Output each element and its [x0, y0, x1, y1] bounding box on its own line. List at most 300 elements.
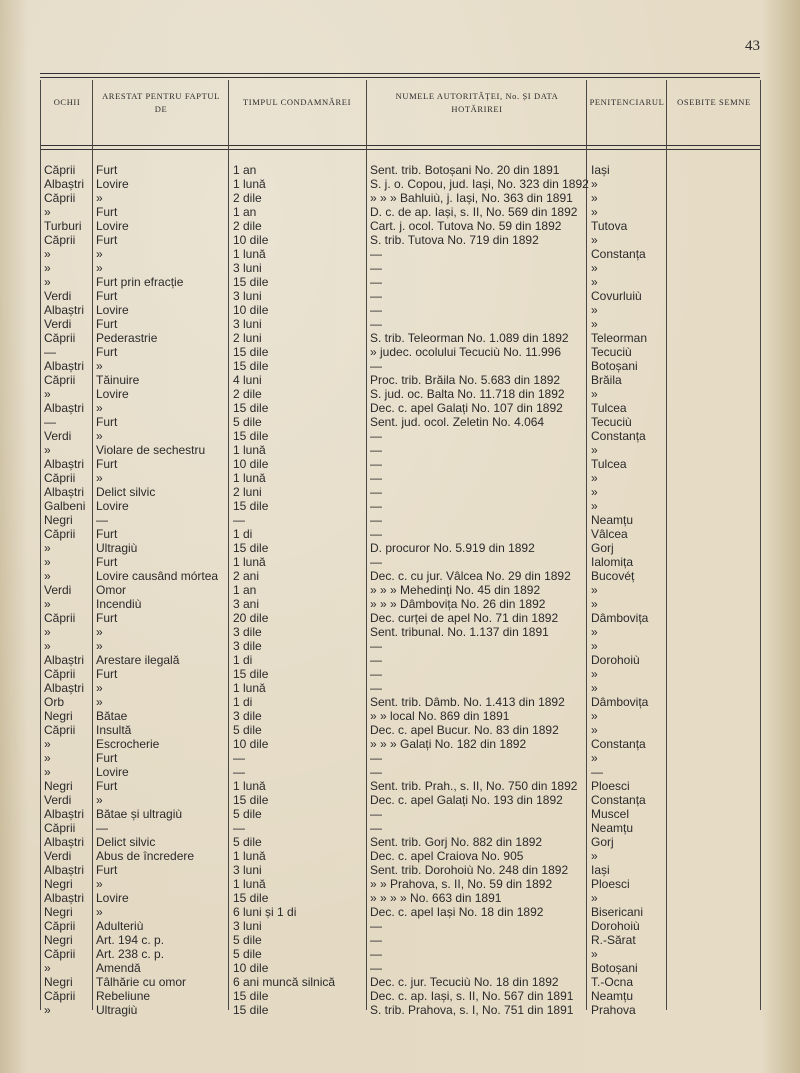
cell-ochii: Albaștri [44, 177, 85, 191]
cell-fapt: Furt [96, 555, 118, 569]
cell-hot: — [370, 485, 382, 499]
cell-hot: — [370, 961, 382, 975]
cell-fapt: Lovire [96, 303, 129, 317]
cell-pen: » [591, 317, 598, 331]
cell-pen: Constanța [591, 793, 646, 807]
cell-ochii: Căprii [44, 947, 76, 961]
cell-ochii: Negri [44, 877, 73, 891]
cell-fapt: — [96, 821, 108, 835]
cell-pen: Gorj [591, 835, 614, 849]
cell-ochii: Verdi [44, 317, 72, 331]
top-rule [40, 73, 760, 74]
cell-pen: » [591, 485, 598, 499]
cell-pen: » [591, 443, 598, 457]
cell-pen: R.-Sărat [591, 933, 636, 947]
cell-timp: 1 lună [233, 443, 266, 457]
cell-fapt: Escrocherie [96, 737, 160, 751]
cell-pen: Gorj [591, 541, 614, 555]
cell-fapt: » [96, 877, 103, 891]
header-rule-thin [40, 149, 760, 150]
cell-ochii: » [44, 961, 51, 975]
cell-pen: » [591, 233, 598, 247]
cell-pen: » [591, 275, 598, 289]
cell-fapt: Lovire [96, 219, 129, 233]
cell-ochii: — [44, 345, 56, 359]
cell-timp: 10 dile [233, 737, 269, 751]
cell-ochii: Căprii [44, 373, 76, 387]
cell-fapt: » [96, 681, 103, 695]
cell-hot: — [370, 667, 382, 681]
cell-ochii: Căprii [44, 471, 76, 485]
cell-fapt: Furt [96, 345, 118, 359]
cell-fapt: Adulteriù [96, 919, 144, 933]
cell-ochii: Albaștri [44, 681, 85, 695]
cell-hot: Proc. trib. Brăila No. 5.683 din 1892 [370, 373, 561, 387]
cell-fapt: Omor [96, 583, 126, 597]
cell-ochii: Căprii [44, 919, 76, 933]
cell-hot: Dec. c. jur. Tecuciù No. 18 din 1892 [370, 975, 559, 989]
cell-hot: Dec. c. apel Bucur. No. 83 din 1892 [370, 723, 559, 737]
cell-timp: 3 dile [233, 625, 262, 639]
cell-ochii: Negri [44, 975, 73, 989]
cell-timp: 6 ani muncă silnică [233, 975, 336, 989]
cell-hot: » » » Galați No. 182 din 1892 [370, 737, 527, 751]
cell-hot: — [370, 919, 382, 933]
cell-fapt: Furt [96, 317, 118, 331]
cell-fapt: » [96, 471, 103, 485]
cell-hot: D. procuror No. 5.919 din 1892 [370, 541, 535, 555]
header-timpul: TIMPUL CONDAMNĂREI [243, 97, 351, 107]
cell-pen: » [591, 177, 598, 191]
cell-hot: — [370, 933, 382, 947]
cell-hot: Dec. c. apel Craiova No. 905 [370, 849, 524, 863]
cell-timp: 15 dile [233, 345, 269, 359]
cell-ochii: Galbeni [44, 499, 86, 513]
cell-hot: Sent. trib. Dorohoiù No. 248 din 1892 [370, 863, 569, 877]
cell-ochii: Albaștri [44, 457, 85, 471]
cell-ochii: — [44, 415, 56, 429]
cell-timp: 15 dile [233, 359, 269, 373]
cell-timp: 15 dile [233, 793, 269, 807]
cell-fapt: Tăinuire [96, 373, 140, 387]
cell-pen: Teleorman [591, 331, 648, 345]
cell-fapt: Amendă [96, 961, 141, 975]
cell-fapt: Lovire [96, 891, 129, 905]
cell-timp: 15 dile [233, 499, 269, 513]
cell-hot: — [370, 457, 382, 471]
cell-ochii: Albaștri [44, 401, 85, 415]
cell-ochii: Verdi [44, 849, 72, 863]
cell-pen: » [591, 499, 598, 513]
cell-pen: » [591, 723, 598, 737]
cell-timp: 15 dile [233, 989, 269, 1003]
cell-pen: T.-Ocna [591, 975, 634, 989]
cell-fapt: Delict silvic [96, 485, 156, 499]
cell-pen: Constanța [591, 429, 646, 443]
cell-hot: — [370, 317, 382, 331]
cell-hot: S. trib. Tutova No. 719 din 1892 [370, 233, 539, 247]
header-semne: OSEBITE SEMNE [677, 97, 751, 107]
cell-hot: » » » Bahluiù, j. Iași, No. 363 din 1891 [370, 191, 573, 205]
cell-timp: 10 dile [233, 961, 269, 975]
cell-hot: » judec. ocolului Tecuciù No. 11.996 [370, 345, 562, 359]
cell-ochii: Căprii [44, 527, 76, 541]
cell-fapt: » [96, 639, 103, 653]
cell-timp: 1 lună [233, 849, 266, 863]
cell-fapt: Art. 238 c. p. [96, 947, 165, 961]
cell-hot: — [370, 471, 382, 485]
cell-ochii: Căprii [44, 191, 76, 205]
cell-pen: Bisericani [591, 905, 644, 919]
cell-timp: 15 dile [233, 541, 269, 555]
cell-timp: 15 dile [233, 891, 269, 905]
cell-pen: Tecuciù [591, 415, 632, 429]
cell-ochii: Verdi [44, 583, 72, 597]
cell-fapt: » [96, 625, 103, 639]
cell-hot: — [370, 303, 382, 317]
column-divider [366, 80, 367, 1010]
cell-pen: » [591, 625, 598, 639]
cell-timp: 5 dile [233, 415, 262, 429]
cell-timp: 3 luni [233, 317, 262, 331]
top-rule-thin [40, 77, 760, 78]
cell-timp: 3 dile [233, 639, 262, 653]
cell-timp: — [233, 765, 245, 779]
cell-ochii: » [44, 751, 51, 765]
cell-hot: » » » » No. 663 din 1891 [370, 891, 502, 905]
cell-fapt: » [96, 793, 103, 807]
cell-hot: — [370, 247, 382, 261]
cell-hot: — [370, 443, 382, 457]
cell-pen: Neamțu [591, 821, 634, 835]
cell-pen: Brăila [591, 373, 622, 387]
cell-fapt: Furt [96, 527, 118, 541]
cell-fapt: » [96, 695, 103, 709]
cell-timp: 10 dile [233, 457, 269, 471]
header-ochii: OCHII [53, 97, 81, 107]
cell-fapt: Abus de încredere [96, 849, 195, 863]
cell-hot: D. c. de ap. Iași, s. II, No. 569 din 1892 [370, 205, 578, 219]
cell-hot: » » local No. 869 din 1891 [370, 709, 510, 723]
cell-fapt: Furt [96, 667, 118, 681]
cell-ochii: » [44, 541, 51, 555]
cell-fapt: Pederastrie [96, 331, 158, 345]
cell-timp: 10 dile [233, 233, 269, 247]
cell-pen: Tutova [591, 219, 628, 233]
cell-timp: 1 di [233, 653, 253, 667]
cell-ochii: » [44, 737, 51, 751]
cell-timp: 20 dile [233, 611, 269, 625]
cell-ochii: Verdi [44, 429, 72, 443]
cell-timp: 1 lună [233, 681, 266, 695]
cell-pen: Botoșani [591, 359, 638, 373]
cell-fapt: Lovire [96, 387, 129, 401]
cell-ochii: » [44, 1003, 51, 1017]
cell-timp: 1 lună [233, 177, 266, 191]
cell-fapt: Furt [96, 751, 118, 765]
cell-timp: 2 dile [233, 219, 262, 233]
cell-pen: » [591, 947, 598, 961]
header-arestat: ARESTAT PENTRU FAPTUL DE [102, 91, 220, 114]
cell-ochii: Căprii [44, 989, 76, 1003]
cell-timp: 1 di [233, 527, 253, 541]
cell-ochii: » [44, 205, 51, 219]
cell-hot: Cart. j. ocol. Tutova No. 59 din 1892 [370, 219, 562, 233]
cell-ochii: » [44, 247, 51, 261]
cell-ochii: » [44, 275, 51, 289]
cell-pen: Tulcea [591, 401, 627, 415]
cell-hot: » » » Dâmbovița No. 26 din 1892 [370, 597, 546, 611]
cell-pen: Constanța [591, 247, 646, 261]
cell-pen: » [591, 639, 598, 653]
cell-ochii: » [44, 387, 51, 401]
cell-fapt: Art. 194 c. p. [96, 933, 165, 947]
cell-timp: 1 lună [233, 247, 266, 261]
cell-pen: » [591, 583, 598, 597]
cell-hot: — [370, 289, 382, 303]
cell-timp: 2 dile [233, 191, 262, 205]
cell-ochii: Căprii [44, 821, 76, 835]
cell-timp: 1 an [233, 163, 257, 177]
cell-timp: 2 luni [233, 485, 262, 499]
cell-pen: » [591, 191, 598, 205]
cell-timp: 5 dile [233, 933, 262, 947]
cell-ochii: Albaștri [44, 891, 85, 905]
cell-pen: Ploesci [591, 779, 630, 793]
cell-hot: S. trib. Teleorman No. 1.089 din 1892 [370, 331, 569, 345]
cell-timp: 1 lună [233, 555, 266, 569]
column-divider [228, 80, 229, 1010]
cell-ochii: Negri [44, 779, 73, 793]
cell-pen: » [591, 681, 598, 695]
cell-pen: » [591, 597, 598, 611]
cell-hot: S. jud. oc. Balta No. 11.718 din 1892 [370, 387, 565, 401]
cell-ochii: Negri [44, 905, 73, 919]
cell-fapt: » [96, 905, 103, 919]
cell-fapt: Insultă [96, 723, 132, 737]
cell-timp: 3 dile [233, 709, 262, 723]
cell-hot: » » Prahova, s. II, No. 59 din 1892 [370, 877, 553, 891]
cell-timp: 2 ani [233, 569, 260, 583]
cell-hot: S. trib. Prahova, s. I, No. 751 din 1891 [370, 1003, 574, 1017]
cell-fapt: Furt prin efracție [96, 275, 184, 289]
cell-timp: 15 dile [233, 275, 269, 289]
cell-pen: » [591, 205, 598, 219]
cell-hot: — [370, 821, 382, 835]
cell-fapt: Violare de sechestru [96, 443, 206, 457]
cell-timp: 1 lună [233, 877, 266, 891]
cell-ochii: Căprii [44, 163, 76, 177]
cell-fapt: Furt [96, 611, 118, 625]
cell-ochii: Căprii [44, 331, 76, 345]
cell-fapt: Bătae [96, 709, 128, 723]
cell-ochii: Albaștri [44, 653, 85, 667]
cell-fapt: Arestare ilegală [96, 653, 180, 667]
cell-fapt: » [96, 401, 103, 415]
cell-pen: Vâlcea [591, 527, 628, 541]
cell-hot: — [370, 681, 382, 695]
cell-fapt: Furt [96, 163, 118, 177]
column-divider [586, 80, 587, 1010]
cell-ochii: Verdi [44, 793, 72, 807]
cell-fapt: Lovire [96, 765, 129, 779]
column-border-left [40, 80, 41, 1010]
cell-hot: Dec. c. apel Iași No. 18 din 1892 [370, 905, 544, 919]
cell-timp: 3 luni [233, 261, 262, 275]
page-number: 43 [745, 38, 760, 54]
cell-pen: Iași [591, 163, 610, 177]
cell-hot: Sent. trib. Dâmb. No. 1.413 din 1892 [370, 695, 565, 709]
cell-timp: 15 dile [233, 1003, 269, 1017]
cell-pen: » [591, 751, 598, 765]
cell-pen: Dorohoiù [591, 653, 640, 667]
cell-hot: — [370, 275, 382, 289]
cell-timp: 5 dile [233, 723, 262, 737]
cell-hot: — [370, 429, 382, 443]
cell-hot: — [370, 653, 382, 667]
cell-fapt: Furt [96, 415, 118, 429]
cell-timp: 15 dile [233, 667, 269, 681]
cell-timp: 15 dile [233, 401, 269, 415]
cell-hot: S. j. o. Copou, jud. Iași, No. 323 din 1892 [370, 177, 589, 191]
cell-hot: — [370, 947, 382, 961]
cell-timp: 1 an [233, 205, 257, 219]
cell-ochii: Căprii [44, 611, 76, 625]
cell-fapt: Lovire [96, 177, 129, 191]
cell-fapt: Furt [96, 457, 118, 471]
cell-fapt: Incendiù [96, 597, 142, 611]
cell-fapt: Tâlhărie cu omor [96, 975, 187, 989]
header-rule [40, 145, 760, 146]
cell-hot: Sent. trib. Gorj No. 882 din 1892 [370, 835, 543, 849]
cell-hot: Sent. trib. Botoșani No. 20 din 1891 [370, 163, 560, 177]
cell-timp: 1 lună [233, 779, 266, 793]
cell-timp: 5 dile [233, 835, 262, 849]
cell-hot: Sent. trib. Prah., s. II, No. 750 din 1892 [370, 779, 578, 793]
cell-timp: 5 dile [233, 947, 262, 961]
cell-ochii: Căprii [44, 667, 76, 681]
cell-ochii: Căprii [44, 233, 76, 247]
cell-fapt: Furt [96, 205, 118, 219]
cell-hot: Sent. jud. ocol. Zeletin No. 4.064 [370, 415, 545, 429]
cell-hot: — [370, 359, 382, 373]
cell-timp: 2 luni [233, 331, 262, 345]
cell-timp: — [233, 751, 245, 765]
cell-ochii: » [44, 765, 51, 779]
cell-timp: 1 an [233, 583, 257, 597]
cell-hot: Sent. tribunal. No. 1.137 din 1891 [370, 625, 549, 639]
cell-ochii: » [44, 597, 51, 611]
cell-timp: 2 dile [233, 387, 262, 401]
cell-timp: 4 luni [233, 373, 262, 387]
cell-pen: » [591, 387, 598, 401]
cell-fapt: Delict silvic [96, 835, 156, 849]
cell-pen: Botoșani [591, 961, 638, 975]
cell-pen: » [591, 891, 598, 905]
cell-fapt: Furt [96, 863, 118, 877]
cell-hot: — [370, 639, 382, 653]
cell-fapt: Lovire [96, 499, 129, 513]
cell-hot: — [370, 765, 382, 779]
cell-pen: Bucovéț [591, 569, 635, 583]
cell-timp: 3 ani [233, 597, 260, 611]
cell-ochii: Albaștri [44, 303, 85, 317]
column-divider [92, 80, 93, 1010]
cell-timp: 15 dile [233, 429, 269, 443]
cell-hot: Dec. c. cu jur. Vâlcea No. 29 din 1892 [370, 569, 571, 583]
cell-ochii: Verdi [44, 289, 72, 303]
cell-ochii: » [44, 625, 51, 639]
cell-pen: » [591, 709, 598, 723]
cell-timp: — [233, 513, 245, 527]
cell-pen: Dâmbovița [591, 695, 649, 709]
cell-fapt: » [96, 261, 103, 275]
column-border-right [760, 80, 761, 1010]
cell-pen: Ploesci [591, 877, 630, 891]
cell-pen: Tulcea [591, 457, 627, 471]
cell-fapt: » [96, 191, 103, 205]
cell-timp: — [233, 821, 245, 835]
cell-ochii: Albaștri [44, 485, 85, 499]
cell-fapt: — [96, 513, 108, 527]
cell-fapt: » [96, 429, 103, 443]
cell-pen: — [591, 765, 603, 779]
cell-fapt: Lovire causând mórtea [96, 569, 219, 583]
cell-hot: » » » Mehedinți No. 45 din 1892 [370, 583, 541, 597]
cell-fapt: Furt [96, 779, 118, 793]
cell-fapt: » [96, 247, 103, 261]
cell-hot: — [370, 555, 382, 569]
cell-fapt: Furt [96, 289, 118, 303]
cell-hot: Dec. c. apel Galați No. 193 din 1892 [370, 793, 563, 807]
cell-pen: Neamțu [591, 513, 634, 527]
cell-ochii: Negri [44, 709, 73, 723]
cell-hot: Dec. curței de apel No. 71 din 1892 [370, 611, 559, 625]
cell-timp: 1 lună [233, 471, 266, 485]
cell-hot: — [370, 751, 382, 765]
cell-pen: Tecuciù [591, 345, 632, 359]
cell-fapt: Ultragiù [96, 541, 138, 555]
cell-ochii: » [44, 569, 51, 583]
cell-hot: — [370, 513, 382, 527]
cell-timp: 5 dile [233, 807, 262, 821]
cell-pen: Iași [591, 863, 610, 877]
cell-ochii: Căprii [44, 723, 76, 737]
header-penitenciarul: PENITENCIARUL [589, 97, 665, 107]
cell-fapt: Bătae și ultragiù [96, 807, 183, 821]
cell-ochii: Turburi [44, 219, 82, 233]
cell-timp: 3 luni [233, 289, 262, 303]
cell-pen: Neamțu [591, 989, 634, 1003]
column-divider [666, 80, 667, 1010]
cell-hot: — [370, 261, 382, 275]
cell-fapt: Ultragiù [96, 1003, 138, 1017]
cell-pen: » [591, 303, 598, 317]
cell-ochii: Negri [44, 513, 73, 527]
cell-hot: Dec. c. apel Galați No. 107 din 1892 [370, 401, 563, 415]
cell-ochii: Orb [44, 695, 65, 709]
cell-pen: Prahova [591, 1003, 636, 1017]
cell-ochii: » [44, 443, 51, 457]
cell-ochii: Negri [44, 933, 73, 947]
cell-ochii: » [44, 261, 51, 275]
cell-timp: 3 luni [233, 863, 262, 877]
cell-pen: Dorohoiù [591, 919, 640, 933]
cell-fapt: Rebeliune [96, 989, 151, 1003]
cell-fapt: Furt [96, 233, 118, 247]
cell-hot: — [370, 807, 382, 821]
cell-ochii: Albaștri [44, 807, 85, 821]
